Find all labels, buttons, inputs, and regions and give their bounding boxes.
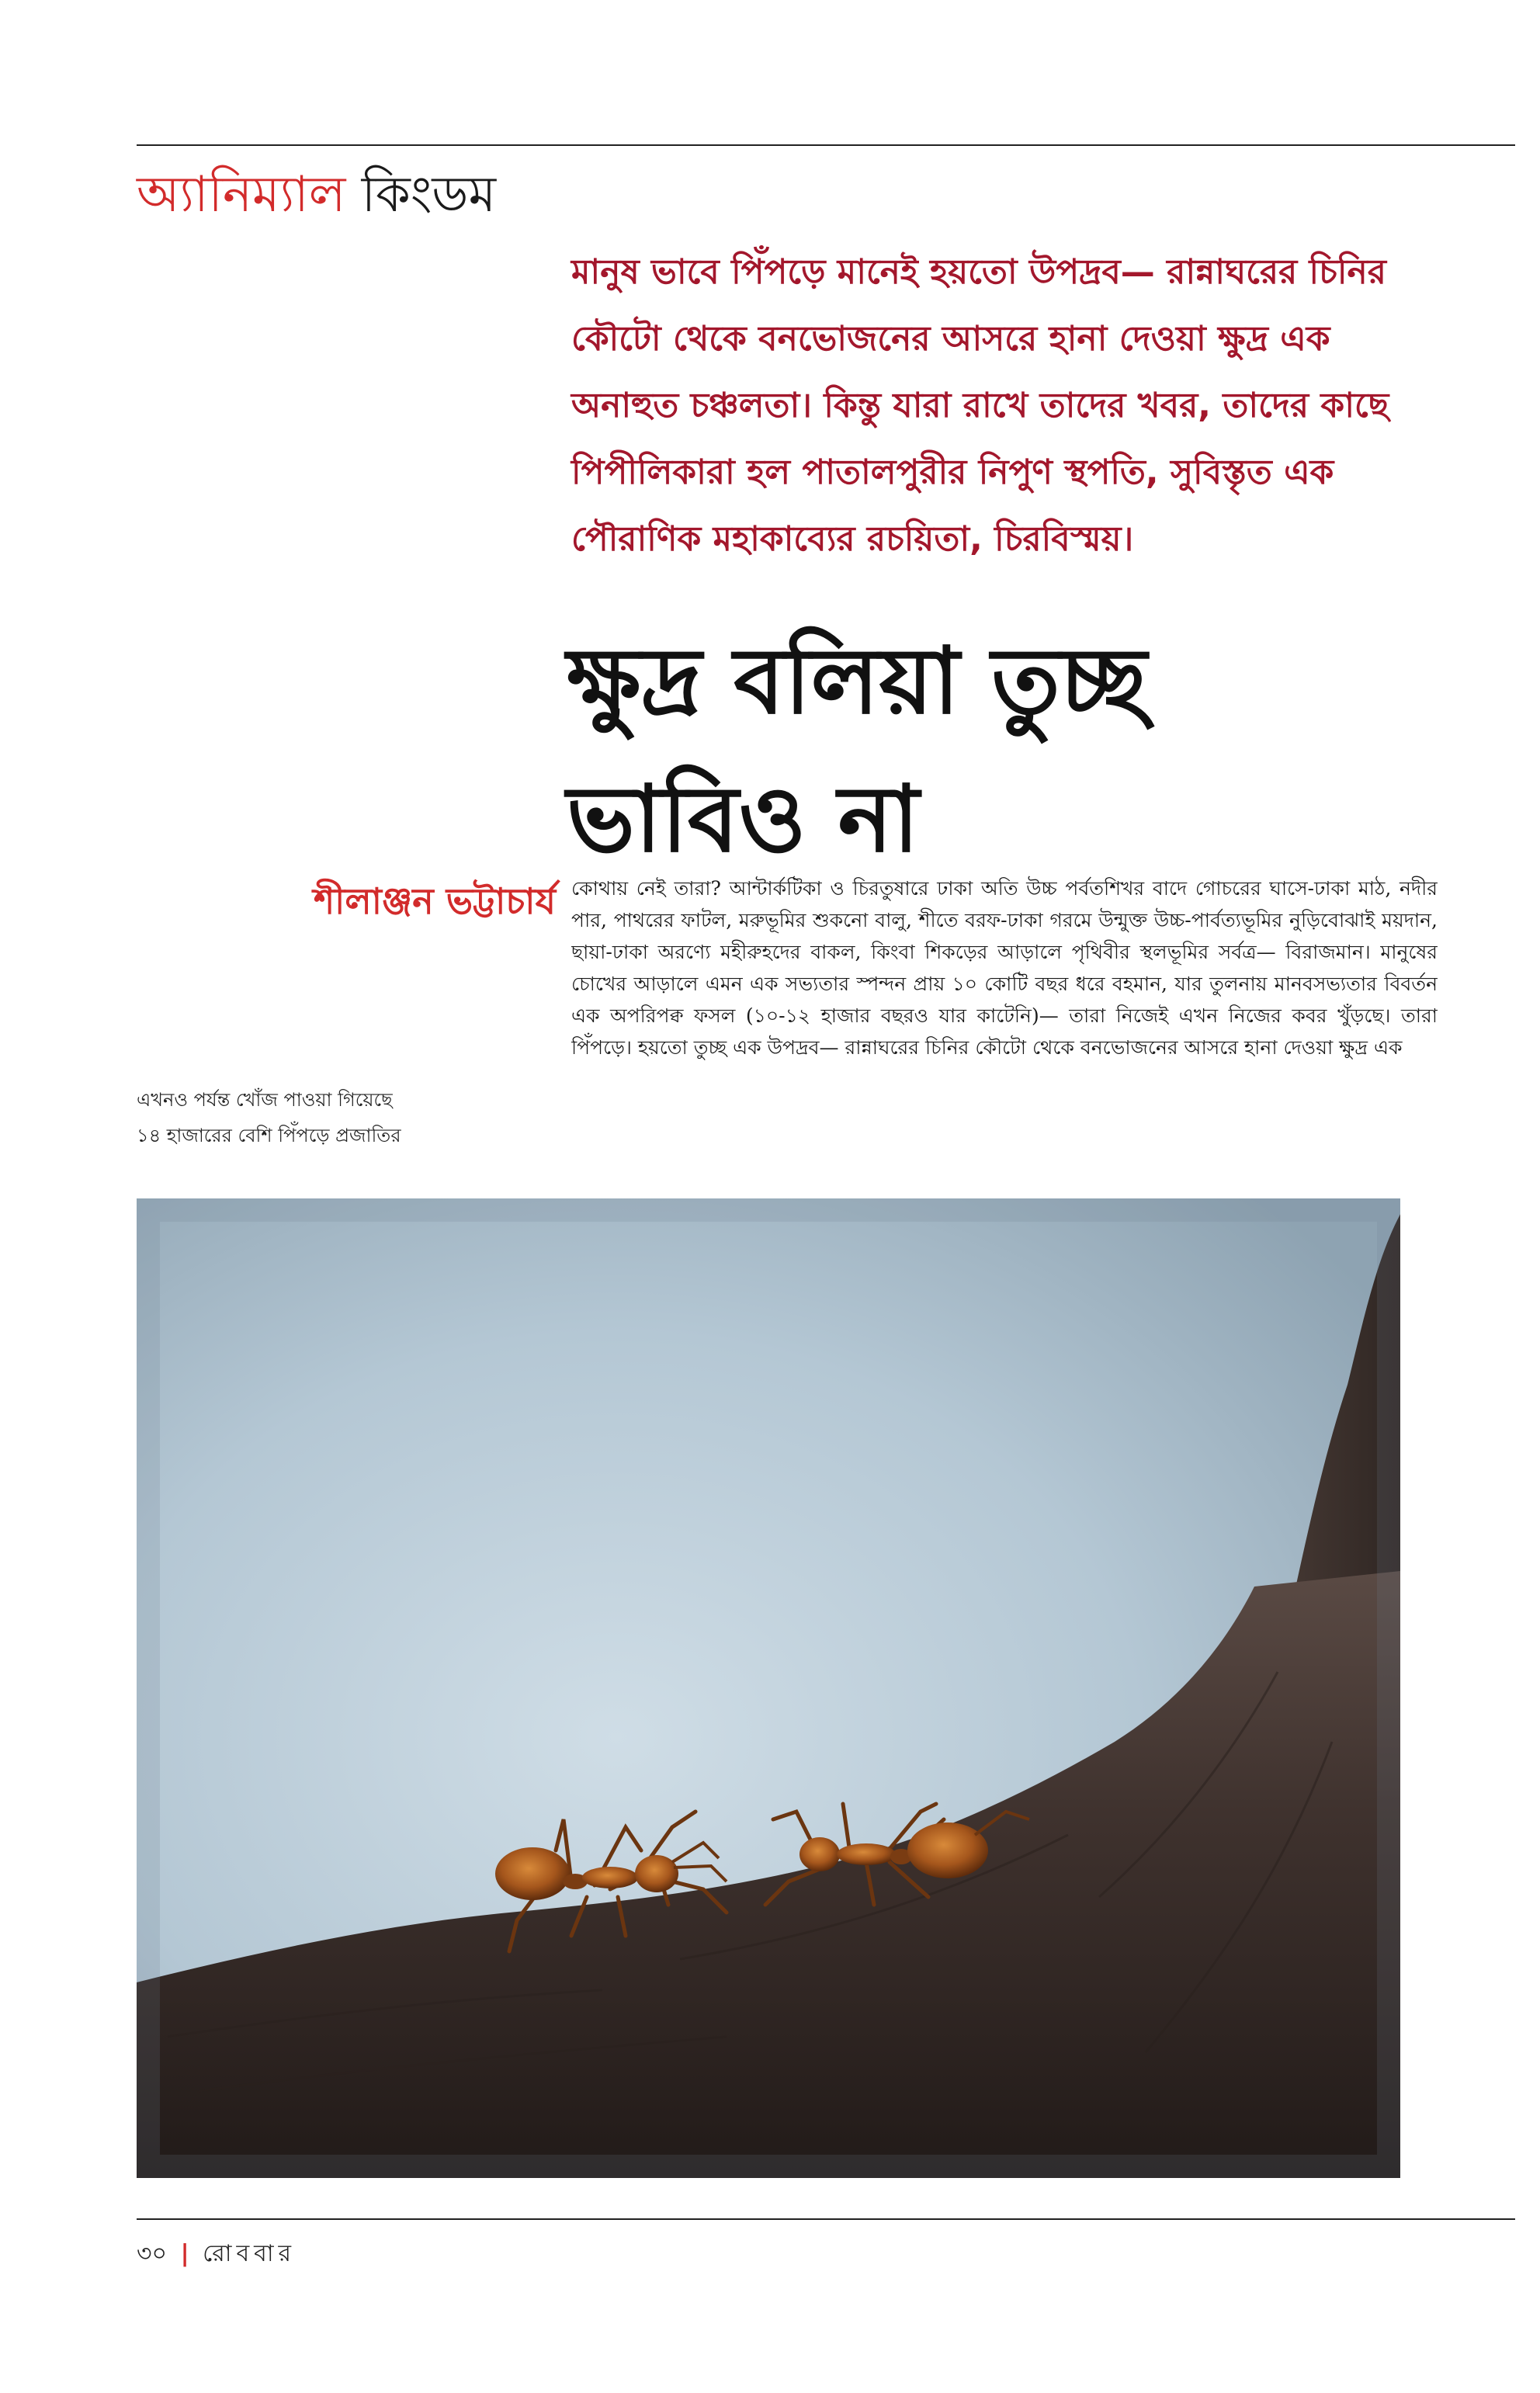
headline-line-1: ক্ষুদ্র বলিয়া তুচ্ছ [567, 627, 1147, 734]
pull-caption-line-1: এখনও পর্যন্ত খোঁজ পাওয়া গিয়েছে [137, 1089, 393, 1111]
bottom-rule [137, 2218, 1515, 2220]
pull-caption [137, 1082, 494, 1153]
ant-photo-illustration [137, 1198, 1400, 2178]
page-number: ৩০ [137, 2240, 168, 2267]
standfirst: মানুষ ভাবে পিঁপড়ে মানেই হয়তো উপদ্রব— রান্নাঘরের চিনির কৌটো থেকে বনভোজনের আসরে হানা দেওয়া ক্ষুদ্র এক অনাহুত চঞ্চলতা। কিন্তু যারা রাখে তাদের খবর, তাদের কাছে পিপীলিকারা হল পাতালপুরীর নিপুণ স্থপতি, সুবিস্তৃত এক পৌরাণিক মহাকাব্যের রচয়িতা, চিরবিস্ময়। [571, 252, 1389, 559]
headline [567, 612, 1483, 888]
headline-line-2: ভাবিও না [567, 765, 920, 872]
section-label-red: অ্যানিম্যাল [137, 166, 346, 224]
magazine-name: রোববার [203, 2240, 297, 2267]
folio [137, 2237, 296, 2271]
top-rule [137, 144, 1515, 146]
folio-separator: | [180, 2240, 189, 2267]
section-label [137, 160, 496, 230]
ant-photo [137, 1198, 1400, 2178]
byline: শীলাঞ্জন ভট্টাচার্য [313, 880, 556, 922]
pull-caption-line-2: ১৪ হাজারের বেশি পিঁপড়ে প্রজাতির [137, 1125, 401, 1146]
article-body: কোথায় নেই তারা? আন্টার্কটিকা ও চিরতুষারে ঢাকা অতি উচ্চ পর্বতশিখর বাদে গোচরের ঘাসে-ঢাকা মাঠ, নদীর পার, পাথরের ফাটল, মরুভূমির শুকনো বালু, শীতে বরফ-ঢাকা গরমে উন্মুক্ত উচ্চ-পার্বত্যভূমির নুড়িবোঝাই ময়দান, ছায়া-ঢাকা অরণ্যে মহীরুহদের বাকল, কিংবা শিকড়ের আড়ালে পৃথিবীর স্থলভূমির সর্বত্র— বিরাজমান। মানুষের চোখের আড়ালে এমন এক সভ্যতার স্পন্দন প্রায় ১০ কোটি বছর ধরে বহমান, যার তুলনায় মানবসভ্যতার বিবর্তন এক অপরিপক্ব ফসল (১০-১২ হাজার বছরও যার কাটেনি)— তারা নিজেই এখন নিজের কবর খুঁড়ছে। তারা পিঁপড়ে। হয়তো তুচ্ছ এক উপদ্রব— রান্নাঘরের চিনির কৌটো থেকে বনভোজনের আসরে হানা দেওয়া ক্ষুদ্র এক [571, 877, 1438, 1059]
section-label-dark: কিংডম [361, 166, 497, 224]
